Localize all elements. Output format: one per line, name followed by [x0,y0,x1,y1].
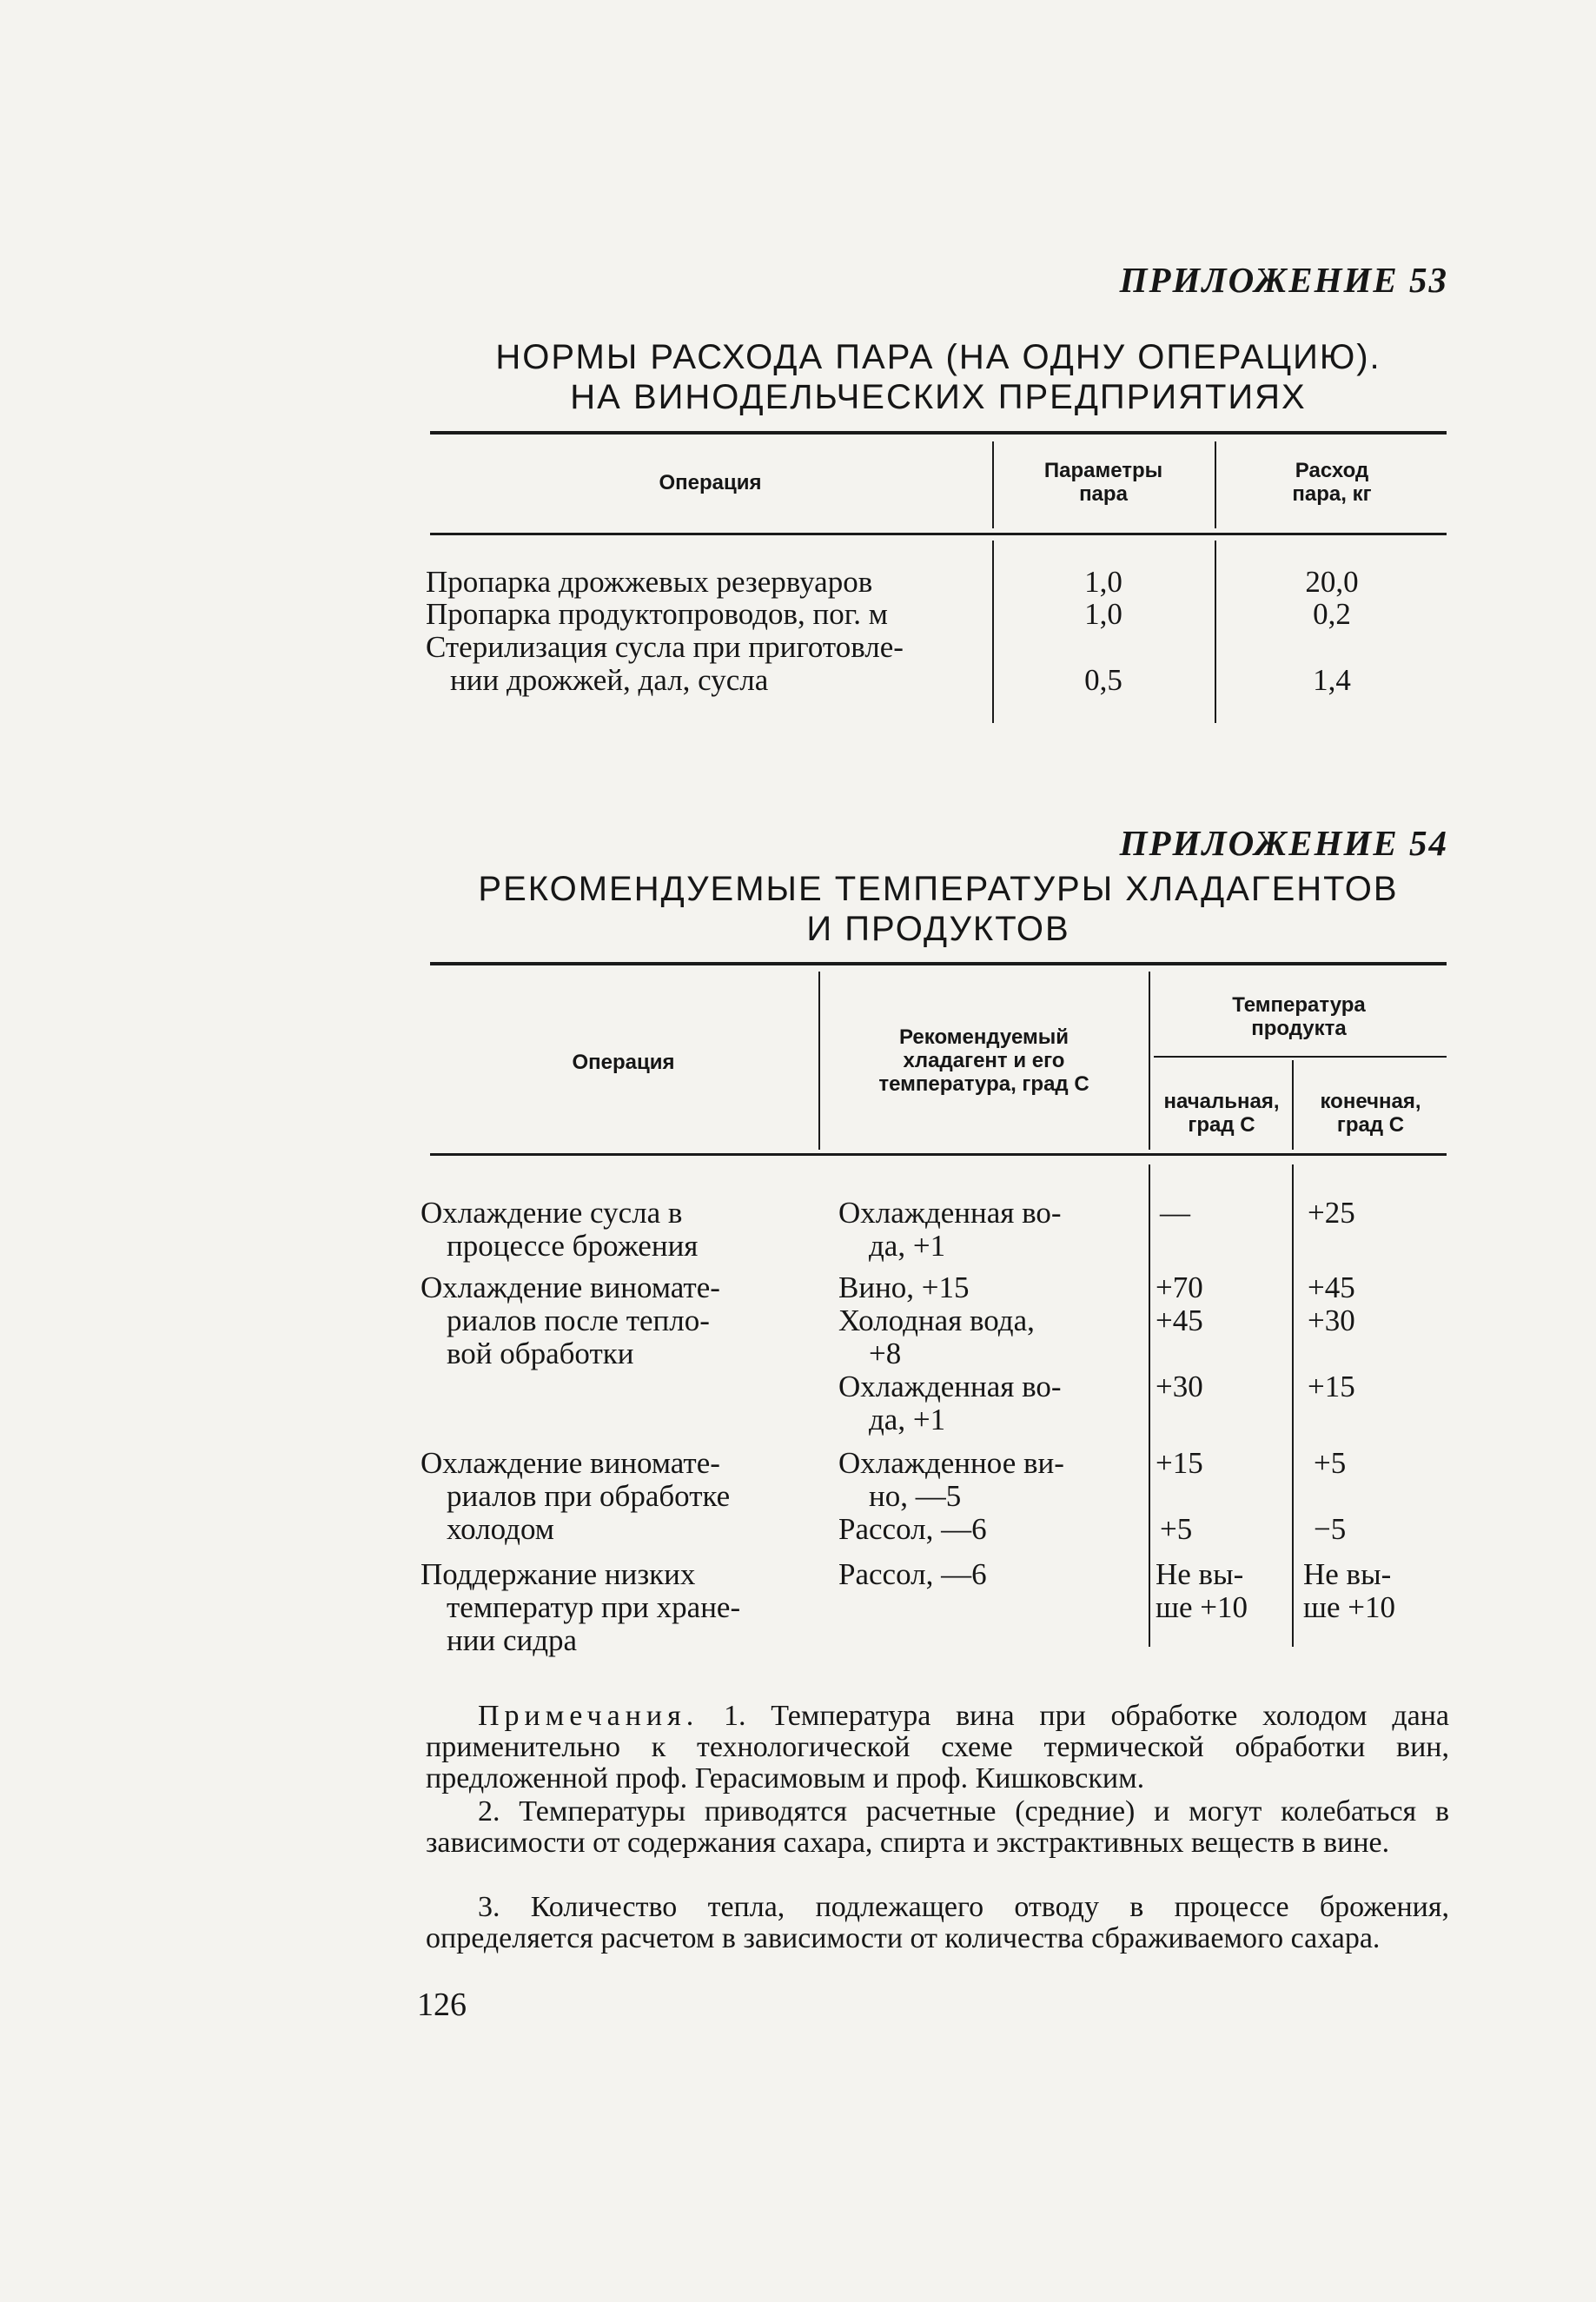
table-cell-operation: Поддержание низких [421,1557,696,1591]
header-params-line2: пара [1079,482,1128,506]
table-cell-agent-cont: да, +1 [869,1229,946,1263]
table-cell-operation-cont: риалов после тепло- [447,1304,710,1337]
table-cell-initial: — [1160,1196,1190,1230]
header-product-line2: продукта [1251,1017,1347,1040]
table-cell-operation-cont: риалов при обработке [447,1479,731,1513]
table-cell-agent: Вино, +15 [838,1270,970,1304]
table-cell-param: 1,0 [1084,597,1122,631]
table-cell-initial: +15 [1156,1446,1203,1480]
table-cell-agent: Охлажденная во- [838,1196,1062,1230]
table-cell-initial-cont: ше +10 [1156,1590,1248,1624]
table-cell-final-cont: ше +10 [1303,1590,1395,1624]
table-cell-operation: Стерилизация сусла при приготовле- [426,630,904,664]
table-cell-operation: Охлаждение виномате- [421,1270,720,1304]
table-cell-operation-cont: холодом [447,1512,554,1546]
header-operation: Операция [659,471,762,494]
table-cell-agent: Охлажденная во- [838,1370,1062,1403]
header-consumption-line2: пара, кг [1292,482,1372,506]
table-rule-header [430,533,1447,535]
header-final-line1: конечная, [1320,1090,1421,1113]
table-rule-subheader [1154,1056,1447,1058]
table-cell-operation-cont: нии дрожжей, дал, сусла [450,663,769,697]
appendix-54-title-line2: И ПРОДУКТОВ [806,910,1070,948]
table-vline [1292,1060,1294,1150]
table-cell-operation: Охлаждение сусла в [421,1196,683,1230]
table-cell-operation: Охлаждение виномате- [421,1446,720,1480]
table-rule-top [430,431,1447,435]
table-cell-agent: Холодная вода, [838,1304,1035,1337]
notes-heading: Примечания. [478,1700,699,1732]
table-cell-value: 20,0 [1305,565,1359,599]
table-cell-value: 0,2 [1313,597,1351,631]
header-final-line2: град С [1336,1113,1405,1137]
table-cell-agent: Охлажденное ви- [838,1446,1064,1480]
page-number: 126 [417,1987,467,2023]
table-cell-operation-cont: нии сидра [447,1623,578,1657]
table-vline [992,541,994,723]
table-cell-initial: +5 [1160,1512,1193,1546]
table-cell-agent-cont: +8 [869,1337,902,1370]
header-initial-line1: начальная, [1163,1090,1280,1113]
table-rule-header [430,1153,1447,1156]
appendix-53-title-line2: НА ВИНОДЕЛЬЧЕСКИХ ПРЕДПРИЯТИЯХ [570,378,1307,416]
header-consumption-line1: Расход [1295,459,1369,482]
appendix-54-label: ПРИЛОЖЕНИЕ 54 [1119,823,1448,863]
table-cell-param: 1,0 [1084,565,1122,599]
table-cell-initial: +30 [1156,1370,1203,1403]
table-cell-agent-cont: да, +1 [869,1403,946,1436]
table-cell-agent-cont: но, —5 [869,1479,962,1513]
header-agent-line3: температура, град С [878,1072,1089,1096]
table-cell-final: Не вы- [1303,1557,1392,1591]
table-cell-initial: Не вы- [1156,1557,1244,1591]
note-1 [426,1701,1449,1794]
table-cell-operation-cont: температур при хране- [447,1590,741,1624]
table-cell-final: +30 [1308,1304,1355,1337]
table-vline [818,972,820,1150]
table-cell-value: 1,4 [1313,663,1351,697]
table-cell-final: +15 [1308,1370,1355,1403]
table-vline [1292,1164,1294,1647]
table-cell-agent: Рассол, —6 [838,1557,987,1591]
table-cell-final: −5 [1314,1512,1347,1546]
table-cell-initial: +45 [1156,1304,1203,1337]
header-agent-line2: хладагент и его [903,1049,1065,1072]
table-cell-final: +45 [1308,1270,1355,1304]
header-params-line1: Параметры [1043,459,1163,482]
note-2: 2. Температуры приводятся расчетные (средние) и могут колебаться в зависимости от содержания сахара, спирта и экстрактивных веществ в вине. [426,1795,1449,1859]
table-cell-param: 0,5 [1084,663,1122,697]
table-vline [992,441,994,528]
table-vline [1149,972,1150,1150]
header-product-line1: Температура [1232,993,1366,1017]
appendix-53-title-line1: НОРМЫ РАСХОДА ПАРА (НА ОДНУ ОПЕРАЦИЮ). [495,338,1381,376]
table-cell-operation-cont: вой обработки [447,1337,634,1370]
header-initial-line2: град С [1188,1113,1255,1137]
table-vline [1215,541,1216,723]
header-agent-line1: Рекомендуемый [899,1025,1069,1049]
table-cell-agent: Рассол, —6 [838,1512,987,1546]
appendix-53-label: ПРИЛОЖЕНИЕ 53 [1119,260,1448,300]
table-cell-final: +25 [1308,1196,1355,1230]
table-cell-initial: +70 [1156,1270,1203,1304]
table-cell-operation: Пропарка продуктопроводов, пог. м [426,597,888,631]
header-operation: Операция [572,1051,675,1074]
table-rule-top [430,962,1447,965]
table-cell-final: +5 [1314,1446,1347,1480]
table-vline [1215,441,1216,528]
table-cell-operation: Пропарка дрожжевых резервуаров [426,565,873,599]
table-vline [1149,1164,1150,1647]
table-cell-operation-cont: процессе брожения [447,1229,699,1263]
note-1-text: 1. Температура вина при обработке холодом дана применительно к технологической схеме термической обработки вин, предложенной проф. Герасимовым и проф. Кишковским. [426,1700,1450,1794]
note-3: 3. Количество тепла, подлежащего отводу в процессе брожения, определяется расчетом в зависимости от количества сбраживаемого сахара. [426,1891,1449,1954]
appendix-54-title-line1: РЕКОМЕНДУЕМЫЕ ТЕМПЕРАТУРЫ ХЛАДАГЕНТОВ [478,870,1399,908]
